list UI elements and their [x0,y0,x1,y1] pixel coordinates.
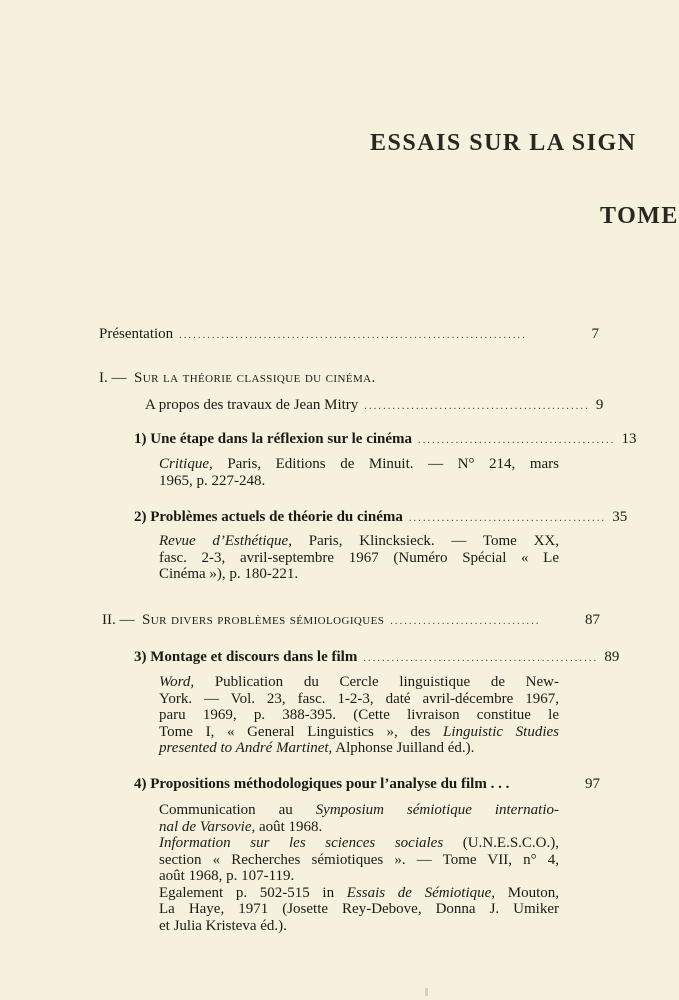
part-number: II. — [102,612,135,628]
journal-name: Critique, [159,456,213,472]
toc-entry-4 [134,776,600,793]
leader-dots: .................................................. [363,653,599,664]
book-name: Essais de Sémiotique, [346,884,496,901]
toc-entry-mitry [145,397,604,414]
reference-text: Tome I, « General Linguistics », des [159,723,444,740]
entry-label: 3) Montage et discours dans le film [134,649,358,665]
reference-text: Alphonse Juilland éd.). [332,740,475,756]
reference-text: Mouton, [495,884,559,901]
reference-text: Communication au [159,802,316,818]
toc-entry-3 [134,649,620,666]
leader-dots: ................................................ [364,401,590,412]
volume-label: TOME [600,203,679,229]
reference-text: Cinéma »), p. 180-221. [159,566,299,582]
reference-text: (U.N.E.S.C.O.), [443,835,559,851]
book-title: ESSAIS SUR LA SIGN [370,130,637,156]
reference-text: fasc. 2-3, avril-septembre 1967 (Numéro Spécial « Le [159,549,559,566]
leader-dots: .......................................... [418,435,616,446]
journal-name: Revue d’Esthétique, [159,533,292,549]
entry-label: A propos des travaux de Jean Mitry [145,397,359,413]
page-number: 87 [585,612,600,628]
series-name: presented to André Martinet, [159,740,333,756]
page-number: 7 [591,326,599,342]
toc-entry-2 [134,509,628,526]
part-heading-1 [99,370,376,387]
reference-text: York. — Vol. 23, fasc. 1-2-3, daté avril-décembre 1967, [159,690,559,707]
entry-label: 2) Problèmes actuels de théorie du cinéma [134,509,403,525]
reference-text: paru 1969, p. 388-395. (Cette livraison constitue le [159,707,559,723]
entry-label: 4) Propositions méthodologiques pour l’analyse du film . . . [134,776,510,792]
reference-4 [159,802,559,934]
page-number: 35 [612,509,628,525]
reference-text: La Haye, 1971 (Josette Rey-Debove, Donna J. Umiker [159,901,559,917]
page-number: 89 [604,649,620,665]
reference-text: août 1968. [255,818,323,835]
event-name: nal de Varsovie, [159,818,256,835]
reference-text: Egalement p. 502-515 in [159,884,347,901]
series-name: Linguistic Studies [443,723,559,740]
event-name: Symposium sémiotique internatio- [315,802,559,818]
leader-dots: .......................................... [408,513,607,524]
reference-text: août 1968, p. 107-119. [159,868,295,884]
entry-label: 1) Une étape dans la réflexion sur le cinéma [134,431,413,447]
page-number: 13 [621,431,637,447]
reference-text: section « Recherches sémiotiques ». — Tome VII, n° 4, [159,851,559,868]
reference-text: 1965, p. 227-248. [159,472,266,489]
leader-dots: ................................ [390,616,541,627]
part-number: I. — [99,370,127,386]
part-title: Sur la théorie classique du cinéma. [134,370,376,386]
journal-name: Word, [159,674,195,690]
reference-1 [159,456,559,489]
reference-3 [159,674,559,757]
entry-label: Présentation [99,326,174,342]
reference-text: Paris, Editions de Minuit. — N° 214, mars [212,456,559,472]
toc-entry-1 [134,431,637,448]
reference-text: et Julia Kristeva éd.). [159,917,287,934]
page-number: 97 [585,776,600,792]
part-title: Sur divers problèmes sémiologiques [142,612,385,628]
reference-text: Publication du Cercle linguistique de New- [194,674,559,690]
reference-text: Paris, Klincksieck. — Tome XX, [291,533,560,549]
page-number: 9 [595,397,604,413]
leader-dots: .......................................................................... [179,330,527,341]
part-heading-2 [102,612,600,629]
reference-2 [159,533,559,583]
page-mark [425,988,428,996]
journal-name: Information sur les sciences sociales [159,835,444,851]
toc-entry-presentation [99,326,599,343]
